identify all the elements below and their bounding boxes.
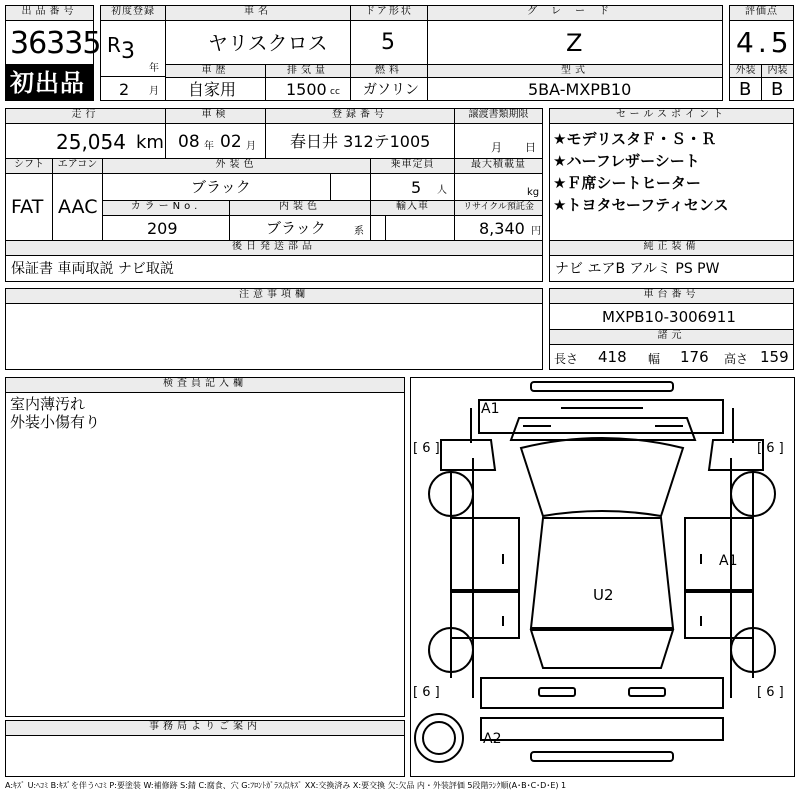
tire-fr-label: [ 6 ] (757, 441, 784, 456)
exterior-color-value: ブラック (191, 178, 251, 196)
grade-value: Z (566, 29, 583, 57)
height-label: 高さ (724, 352, 749, 366)
width-label: 幅 (648, 352, 661, 366)
aircon-value: AAC (58, 196, 98, 218)
history-cell (165, 77, 266, 101)
capacity-value: 5 (411, 178, 422, 197)
aircon-cell (52, 173, 103, 241)
width-value: 176 (680, 348, 709, 366)
shift-value: FAT (11, 196, 44, 218)
import-cell (370, 215, 455, 241)
door-cell (350, 20, 428, 65)
later-parts-label: 後日発送部品 (5, 240, 543, 256)
car-name-cell (165, 20, 351, 65)
roof (531, 518, 673, 628)
first-listing-badge (5, 65, 94, 101)
exterior-color-label: 外装色 (102, 158, 371, 174)
damage-diagram (410, 377, 795, 777)
interior-color-suffix: 系 (354, 226, 364, 237)
inspection-cell (165, 123, 266, 159)
inspector-label: 検査員記入欄 (5, 377, 405, 393)
recycle-unit: 円 (531, 226, 541, 237)
shift-cell (5, 173, 53, 241)
transfer-day-unit: 日 (525, 141, 536, 154)
exterior-color-cell (102, 173, 371, 201)
equipment-value: ナビ エアB アルミ PS PW (555, 261, 720, 277)
int-score-label: 内装 (761, 64, 794, 78)
sales-point-1: ★モデリスタＦ・Ｓ・Ｒ (553, 130, 717, 148)
length-value: 418 (598, 348, 627, 366)
later-parts-value: 保証書 車両取説 ナビ取説 (11, 261, 174, 277)
grade-label: グレード (427, 5, 723, 21)
color-no-label: カラーNo. (102, 200, 230, 216)
sales-point-2: ★ハーフレザーシート (553, 152, 700, 170)
month-unit: 月 (149, 86, 159, 97)
inspection-year-unit: 年 (204, 141, 214, 152)
inspector-line-2: 外装小傷有り (10, 413, 101, 431)
inspection-month-unit: 月 (246, 141, 256, 152)
door-label: ドア形状 (350, 5, 428, 21)
lot-label: 出品番号 (5, 5, 94, 21)
import-label: 輸入車 (370, 200, 455, 216)
color-no-value: 209 (147, 219, 178, 238)
mark-u2: U2 (593, 586, 614, 604)
model-cell (427, 77, 723, 101)
notes-label: 注意事項欄 (5, 288, 543, 304)
displacement-unit: cc (330, 87, 340, 97)
equipment-cell (549, 255, 794, 282)
score-label: 評価点 (729, 5, 794, 21)
inspection-year: 08 (178, 132, 200, 152)
max-load-cell (454, 173, 543, 201)
car-name: ヤリスクロス (208, 31, 328, 55)
int-score-cell (761, 77, 794, 101)
height-value: 159 (760, 348, 789, 366)
sales-point-3: ★Ｆ席シートヒーター (553, 174, 701, 192)
mark-a1-right: A1 (719, 553, 738, 569)
transfer-month-unit: 月 (491, 141, 502, 154)
tire-rl-label: [ 6 ] (413, 685, 440, 700)
tire-fl-label: [ 6 ] (413, 441, 440, 456)
recycle-cell (454, 215, 543, 241)
inspection-label: 車検 (165, 108, 266, 124)
later-parts-cell (5, 255, 543, 282)
equipment-label: 純正装備 (549, 240, 794, 256)
fuel-label: 燃料 (350, 64, 428, 78)
rear-bumper (481, 718, 723, 740)
interior-color-value: ブラック (266, 219, 326, 237)
model-value: 5BA-MXPB10 (528, 80, 632, 99)
history-label: 車歴 (165, 64, 266, 78)
color-no-cell (102, 215, 230, 241)
sales-points-cell (549, 123, 794, 241)
grade-cell (427, 20, 723, 65)
capacity-cell (370, 173, 455, 201)
max-load-unit: kg (527, 187, 540, 198)
inspector-line-1: 室内薄汚れ (10, 395, 86, 413)
score-cell (729, 20, 794, 65)
office-cell (5, 735, 405, 777)
registration-era: R (107, 33, 121, 57)
int-score: B (771, 79, 784, 100)
plate-value: 春日井 312テ1005 (290, 132, 431, 151)
registration-label: 初度登録 (100, 5, 166, 21)
max-load-label: 最大積載量 (454, 158, 543, 174)
plate-label: 登録番号 (265, 108, 455, 124)
chassis-cell (549, 303, 794, 330)
displacement-label: 排気量 (265, 64, 351, 78)
dimensions-cell (549, 344, 794, 370)
transfer-cell (454, 123, 543, 159)
interior-color-cell (229, 215, 371, 241)
car-name-label: 車名 (165, 5, 351, 21)
fuel-value: ガソリン (363, 82, 419, 98)
mileage-cell (5, 123, 166, 159)
ext-score-label: 外装 (729, 64, 762, 78)
fuel-cell (350, 77, 428, 101)
mileage-unit: km (136, 132, 164, 153)
mark-a1-front: A1 (481, 401, 500, 417)
chassis-value: MXPB10-3006911 (602, 308, 736, 326)
inspector-cell (5, 392, 405, 717)
displacement-cell (265, 77, 351, 101)
ext-score: B (739, 79, 752, 100)
chassis-label: 車台番号 (549, 288, 794, 304)
legend: A:ｷｽﾞ U:ﾍｺﾐ B:ｷｽﾞを伴うﾍｺﾐ P:要塗装 W:補修跡 S:錆 C:腐食、穴 G:ﾌﾛﾝﾄｶﾞﾗｽ点ｷｽﾞ XX:交換済み X:要交換 欠:欠品 内・外装評価 5段階ﾗﾝｸ順(A･B･C･D･E) 1 (5, 781, 567, 790)
ext-score-cell (729, 77, 762, 101)
score-value: 4.5 (736, 26, 793, 59)
dimensions-label: 諸元 (549, 329, 794, 345)
notes-cell (5, 303, 543, 370)
interior-color-label: 内装色 (229, 200, 371, 216)
mileage-value: 25,054 (56, 130, 126, 154)
aircon-label: エアコン (52, 158, 103, 174)
year-unit: 年 (149, 63, 159, 74)
recycle-label: リサイクル預託金 (454, 200, 543, 216)
registration-year-cell (100, 20, 166, 77)
inspection-month: 02 (220, 132, 242, 152)
mark-a2: A2 (483, 731, 502, 747)
sales-point-4: ★トヨタセーフティセンス (553, 196, 729, 214)
length-label: 長さ (554, 352, 579, 366)
windshield (521, 438, 683, 516)
mileage-label: 走行 (5, 108, 166, 124)
door-value: 5 (381, 30, 395, 55)
rear-bumper-bottom (531, 752, 673, 761)
capacity-label: 乗車定員 (370, 158, 455, 174)
lot-number-cell (5, 20, 101, 65)
front-bumper-top (531, 382, 673, 391)
first-listing-text: 初出品 (10, 69, 85, 97)
office-label: 事務局よりご案内 (5, 720, 405, 736)
plate-cell (265, 123, 455, 159)
history-value: 自家用 (188, 80, 237, 99)
tire-rr-label: [ 6 ] (757, 685, 784, 700)
model-label: 型式 (427, 64, 723, 78)
rear-window (531, 630, 673, 668)
displacement-value: 1500 (286, 80, 327, 99)
lot-number: 36335 (10, 26, 101, 61)
registration-year: 3 (121, 39, 135, 64)
sales-points-label: セールスポイント (549, 108, 794, 124)
registration-month-cell (100, 76, 166, 101)
recycle-value: 8,340 (479, 219, 525, 238)
capacity-unit: 人 (437, 185, 447, 196)
registration-month: 2 (119, 80, 130, 99)
transfer-label: 譲渡書類期限 (454, 108, 543, 124)
shift-label: シフト (5, 158, 53, 174)
